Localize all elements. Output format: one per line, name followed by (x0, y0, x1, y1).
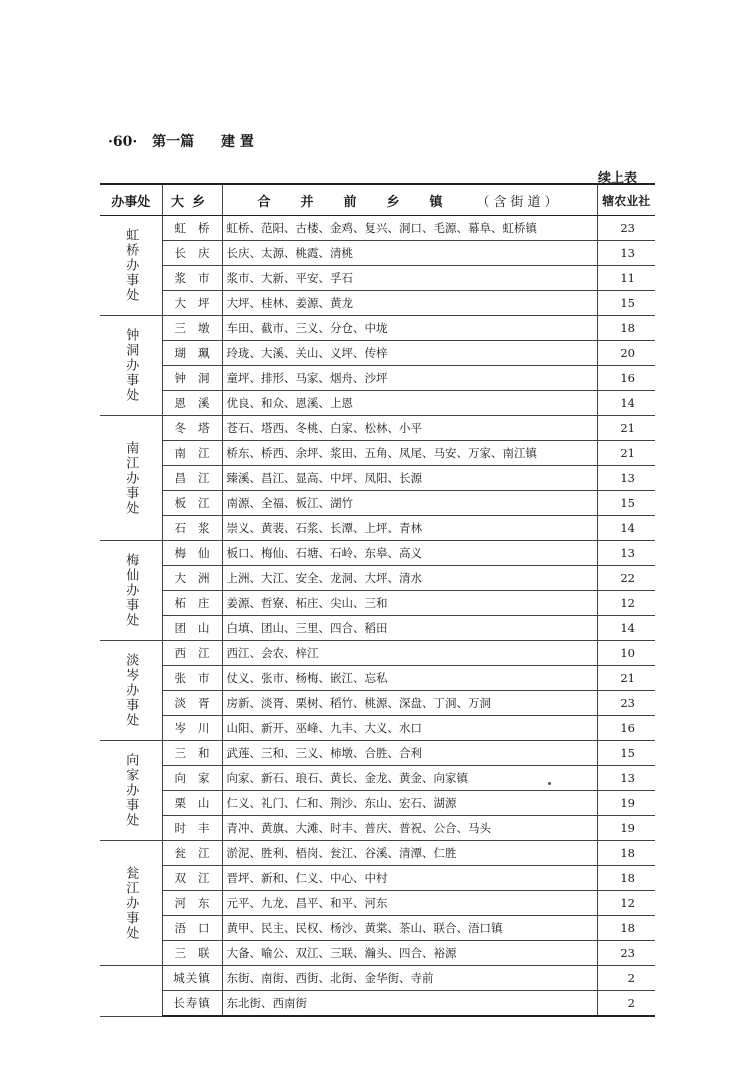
coop-count-cell: 18 (597, 866, 655, 891)
stray-mark (548, 782, 551, 785)
merged-townships-cell: 长庆、太源、桃霞、清桃 (222, 241, 597, 266)
big-township-cell: 团山 (162, 616, 222, 641)
table-row (100, 716, 655, 741)
big-township-cell: 浆市 (162, 266, 222, 291)
header-merged (222, 184, 597, 216)
big-township-cell: 昌江 (162, 466, 222, 491)
big-township-cell: 大坪 (162, 291, 222, 316)
merged-townships-cell: 房新、淡胥、栗树、稻竹、桃源、深盘、丁洞、万洞 (222, 691, 597, 716)
big-township-cell: 淡胥 (162, 691, 222, 716)
big-township-cell: 城关镇 (162, 966, 222, 991)
merged-townships-cell: 苍石、塔西、冬桃、白家、松林、小平 (222, 416, 597, 441)
big-township-cell: 浯口 (162, 916, 222, 941)
coop-count-cell: 13 (597, 241, 655, 266)
table-row (100, 516, 655, 541)
office-cell: 向家办事处 (100, 741, 162, 841)
table-row (100, 766, 655, 791)
coop-count-cell: 12 (597, 591, 655, 616)
merged-townships-cell: 元平、九龙、昌平、和平、河东 (222, 891, 597, 916)
coop-count-cell: 13 (597, 766, 655, 791)
office-cell: 虹桥办事处 (100, 216, 162, 316)
big-township-cell: 虹桥 (162, 216, 222, 241)
table-row (100, 266, 655, 291)
header-big-township: 大乡 (162, 184, 222, 216)
merged-townships-cell: 青冲、黄旗、大滩、时丰、普庆、普祝、公合、马头 (222, 816, 597, 841)
merged-townships-cell: 西江、会农、梓江 (222, 641, 597, 666)
table-row (100, 366, 655, 391)
header-merged-title: 合并前乡镇 (257, 194, 473, 210)
merged-townships-cell: 仗义、张市、杨梅、嵌江、忘私 (222, 666, 597, 691)
big-township-cell: 大洲 (162, 566, 222, 591)
merged-townships-cell: 板口、梅仙、石塘、石岭、东皋、高义 (222, 541, 597, 566)
merged-townships-cell: 上洲、大江、安全、龙洞、大坪、清水 (222, 566, 597, 591)
table-row (100, 341, 655, 366)
page-number: ·60· (108, 134, 138, 150)
chapter-title: 建 置 (220, 134, 254, 150)
office-cell: 瓮江办事处 (100, 841, 162, 966)
merged-townships-cell: 山阳、新开、巫峰、九丰、大义、水口 (222, 716, 597, 741)
coop-count-cell: 11 (597, 266, 655, 291)
merged-townships-cell: 崇义、黄裴、石浆、长潭、上坪、青林 (222, 516, 597, 541)
coop-count-cell: 10 (597, 641, 655, 666)
table-row (100, 791, 655, 816)
big-township-cell: 张市 (162, 666, 222, 691)
table-row (100, 316, 655, 341)
big-township-cell: 西江 (162, 641, 222, 666)
merged-townships-cell: 玲珑、大溪、关山、义坪、传梓 (222, 341, 597, 366)
big-township-cell: 长庆 (162, 241, 222, 266)
coop-count-cell: 19 (597, 791, 655, 816)
merged-townships-cell: 淤泥、胜利、梧岗、瓮江、谷溪、清潭、仁胜 (222, 841, 597, 866)
coop-count-cell: 23 (597, 691, 655, 716)
office-cell: 南江办事处 (100, 416, 162, 541)
coop-count-cell: 19 (597, 816, 655, 841)
coop-count-cell: 15 (597, 741, 655, 766)
merged-townships-cell: 向家、新石、琅石、黄长、金龙、黄金、向家镇 (222, 766, 597, 791)
coop-count-cell: 16 (597, 366, 655, 391)
merged-townships-cell: 优良、和众、恩溪、上恩 (222, 391, 597, 416)
merged-townships-cell: 仁义、礼门、仁和、荆沙、东山、宏石、湖源 (222, 791, 597, 816)
merged-townships-cell: 浆市、大新、平安、孚石 (222, 266, 597, 291)
merged-townships-cell: 大备、喻公、双江、三联、瀚头、四合、裕源 (222, 941, 597, 966)
continued-label: 续上表 (598, 171, 638, 186)
big-township-cell: 三墩 (162, 316, 222, 341)
big-township-cell: 河东 (162, 891, 222, 916)
merged-townships-cell: 车田、截市、三义、分仓、中垅 (222, 316, 597, 341)
merged-townships-cell: 桥东、桥西、余坪、浆田、五角、凤尾、马安、万家、南江镇 (222, 441, 597, 466)
big-township-cell: 钟洞 (162, 366, 222, 391)
coop-count-cell: 20 (597, 341, 655, 366)
big-township-cell: 梅仙 (162, 541, 222, 566)
table-row (100, 841, 655, 866)
coop-count-cell: 21 (597, 441, 655, 466)
big-township-cell: 向家 (162, 766, 222, 791)
coop-count-cell: 22 (597, 566, 655, 591)
big-township-cell: 岑川 (162, 716, 222, 741)
merged-townships-cell: 虹桥、范阳、古楼、金鸡、复兴、洞口、毛源、幕阜、虹桥镇 (222, 216, 597, 241)
table-row (100, 466, 655, 491)
merged-townships-cell: 东北街、西南街 (222, 991, 597, 1017)
table-row (100, 991, 655, 1017)
merged-townships-cell: 白填、团山、三里、四合、稻田 (222, 616, 597, 641)
table-row (100, 291, 655, 316)
chapter-label: 第一篇 (152, 134, 195, 150)
table-row (100, 866, 655, 891)
table-row (100, 216, 655, 241)
header-merged-note: （含街道） (476, 194, 562, 210)
coop-count-cell: 13 (597, 466, 655, 491)
big-township-cell: 瓮江 (162, 841, 222, 866)
coop-count-cell: 16 (597, 716, 655, 741)
coop-count-cell: 18 (597, 841, 655, 866)
coop-count-cell: 14 (597, 616, 655, 641)
big-township-cell: 三联 (162, 941, 222, 966)
merged-townships-cell: 晋坪、新和、仁义、中心、中村 (222, 866, 597, 891)
merged-townships-cell: 黄甲、民主、民权、杨沙、黄棠、茶山、联合、浯口镇 (222, 916, 597, 941)
coop-count-cell: 21 (597, 416, 655, 441)
office-cell: 淡岑办事处 (100, 641, 162, 741)
table-row (100, 441, 655, 466)
page-header (108, 131, 254, 151)
coop-count-cell: 23 (597, 216, 655, 241)
table-row (100, 491, 655, 516)
big-township-cell: 板江 (162, 491, 222, 516)
big-township-cell: 三和 (162, 741, 222, 766)
table-row (100, 416, 655, 441)
big-township-cell: 南江 (162, 441, 222, 466)
header-office: 办事处 (100, 184, 162, 216)
table-row (100, 816, 655, 841)
merged-townships-cell: 姜源、哲寮、柘庄、尖山、三和 (222, 591, 597, 616)
table-row (100, 566, 655, 591)
big-township-cell: 双江 (162, 866, 222, 891)
township-table (100, 183, 655, 1017)
table-row (100, 616, 655, 641)
table-row (100, 666, 655, 691)
big-township-cell: 冬塔 (162, 416, 222, 441)
table-header-row (100, 184, 655, 216)
coop-count-cell: 15 (597, 291, 655, 316)
table-body (100, 216, 655, 1017)
coop-count-cell: 23 (597, 941, 655, 966)
office-cell (100, 966, 162, 1017)
coop-count-cell: 13 (597, 541, 655, 566)
big-township-cell: 时丰 (162, 816, 222, 841)
big-township-cell: 瑚珮 (162, 341, 222, 366)
coop-count-cell: 21 (597, 666, 655, 691)
coop-count-cell: 18 (597, 916, 655, 941)
table-row (100, 391, 655, 416)
office-cell: 梅仙办事处 (100, 541, 162, 641)
merged-townships-cell: 童坪、排形、马家、烟舟、沙坪 (222, 366, 597, 391)
big-township-cell: 长寿镇 (162, 991, 222, 1017)
table-row (100, 941, 655, 966)
coop-count-cell: 18 (597, 316, 655, 341)
header-coops: 辖农业社 (597, 184, 655, 216)
table-row (100, 541, 655, 566)
big-township-cell: 恩溪 (162, 391, 222, 416)
merged-townships-cell: 大坪、桂林、姜源、黄龙 (222, 291, 597, 316)
big-township-cell: 栗山 (162, 791, 222, 816)
coop-count-cell: 15 (597, 491, 655, 516)
merged-townships-cell: 武莲、三和、三义、柿墩、合胜、合利 (222, 741, 597, 766)
coop-count-cell: 14 (597, 391, 655, 416)
big-township-cell: 石浆 (162, 516, 222, 541)
office-cell: 钟洞办事处 (100, 316, 162, 416)
coop-count-cell: 2 (597, 966, 655, 991)
table-row (100, 966, 655, 991)
table-row (100, 641, 655, 666)
table-row (100, 741, 655, 766)
table-row (100, 591, 655, 616)
coop-count-cell: 12 (597, 891, 655, 916)
coop-count-cell: 14 (597, 516, 655, 541)
merged-townships-cell: 南源、全福、板江、湖竹 (222, 491, 597, 516)
big-township-cell: 柘庄 (162, 591, 222, 616)
merged-townships-cell: 东街、南街、西街、北街、金华街、寺前 (222, 966, 597, 991)
table-row (100, 916, 655, 941)
table-row (100, 241, 655, 266)
merged-townships-cell: 臻溪、昌江、显高、中坪、凤阳、长源 (222, 466, 597, 491)
table-row (100, 891, 655, 916)
coop-count-cell: 2 (597, 991, 655, 1017)
table-row (100, 691, 655, 716)
